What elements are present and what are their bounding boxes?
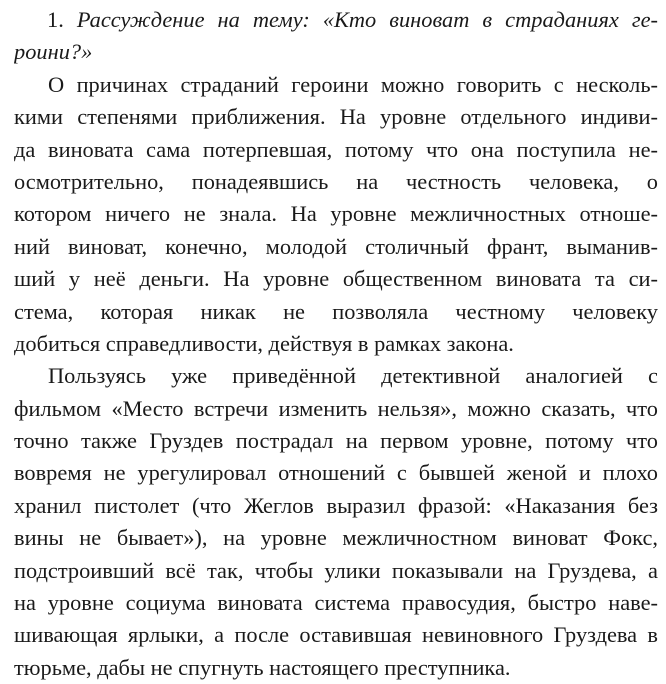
paragraph-2-line: вовремя не урегулировал отношений с бывшей женой и плохо (14, 460, 658, 486)
paragraph-1-line: да виновата сама потерпевшая, потому что она поступила не- (14, 136, 658, 162)
paragraph-2-line: на уровне социума виновата система правосудия, быстро наве- (14, 590, 658, 616)
paragraph-1-line: кими степенями приближения. На уровне отдельного индиви- (14, 104, 658, 130)
paragraph-2-line: точно также Груздев пострадал на первом уровне, потому что (14, 428, 658, 454)
paragraph-1-line: стема, которая никак не позволяла честному человеку (14, 298, 658, 324)
heading-title: Рассуждение на тему: «Кто виноват в страданиях ге- (76, 7, 658, 32)
document-page (14, 4, 658, 684)
heading-number: 1. (47, 7, 64, 32)
heading-line-2: роини?» (14, 39, 93, 65)
paragraph-2-line: подстроивший всё так, чтобы улики показывали на Груздева, а (14, 557, 658, 583)
paragraph-2-line: шивающая ярлыки, а после оставившая невиновного Груздева в (14, 622, 658, 648)
heading-line-1 (14, 4, 658, 36)
paragraph-2-line: фильмом «Место встречи изменить нельзя», можно сказать, что (14, 395, 658, 421)
paragraph-2-line: вины не бывает»), на уровне межличностном виноват Фокс, (14, 525, 658, 551)
paragraph-1-line: осмотрительно, понадеявшись на честность человека, о (14, 168, 658, 194)
paragraph-1-line: О причинах страданий героини можно говорить с несколь- (48, 71, 658, 97)
paragraph-2-line: тюрьме, дабы не спугнуть настоящего преступника. (14, 654, 511, 680)
paragraph-1-line: ний виноват, конечно, молодой столичный франт, выманив- (14, 233, 658, 259)
paragraph-1-line: добиться справедливости, действуя в рамках закона. (14, 330, 514, 356)
paragraph-2-line: хранил пистолет (что Жеглов выразил фразой: «Наказания без (14, 492, 658, 518)
paragraph-1-line: котором ничего не знала. На уровне межличностных отноше- (14, 201, 658, 227)
paragraph-1-line: ший у неё деньги. На уровне общественном виновата та си- (14, 266, 658, 292)
paragraph-2-line: Пользуясь уже приведённой детективной аналогией с (48, 363, 658, 389)
